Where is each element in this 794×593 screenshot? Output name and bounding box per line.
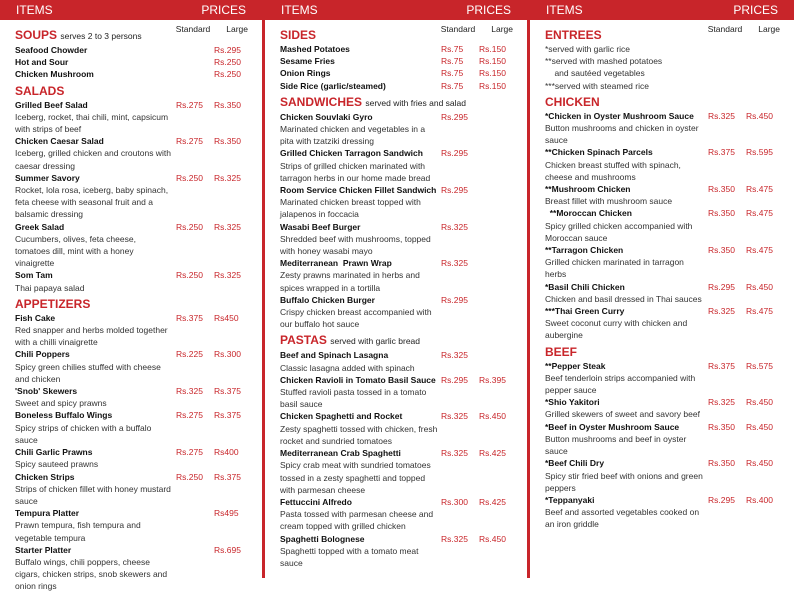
menu-item <box>280 533 517 545</box>
section-name: SOUPS <box>15 28 58 42</box>
section-title <box>545 344 784 360</box>
price-standard: Rs.325 <box>441 350 468 361</box>
item-name: Chili Garlic Prawns <box>15 447 93 458</box>
menu-item <box>545 183 784 195</box>
price-large: Rs.325 <box>214 270 241 281</box>
item-description: Buffalo wings, chili poppers, cheese cigars, chicken strips, snob skewers and onion rings <box>15 556 168 592</box>
item-description: Strips of grilled chicken marinated with tarragon herbs in our home made bread <box>280 160 431 183</box>
item-name: Room Service Chicken Fillet Sandwich <box>280 185 437 196</box>
menu-item <box>15 135 252 147</box>
price-standard: Rs.250 <box>176 172 203 183</box>
price-large: Rs.475 <box>746 245 773 256</box>
price-large: Rs.350 <box>214 136 241 147</box>
item-description: Shredded beef with mushrooms, topped with honey wasabi mayo <box>280 233 431 257</box>
price-standard: Rs.250 <box>176 471 203 482</box>
menu-item <box>280 147 517 159</box>
price-large <box>479 294 517 306</box>
price-large: Rs.150 <box>479 68 506 79</box>
price-large <box>479 111 517 123</box>
price-standard: Rs.225 <box>176 349 203 360</box>
menu-item <box>280 257 517 269</box>
section-name: BEEF <box>545 344 578 359</box>
section-title <box>15 83 252 99</box>
menu-item <box>545 146 784 158</box>
price-large: Rs.695 <box>214 544 241 555</box>
item-name: Chicken Souvlaki Gyro <box>280 111 373 122</box>
item-name: **Mushroom Chicken <box>545 184 631 195</box>
menu-item <box>15 446 252 458</box>
menu-item <box>15 348 252 360</box>
item-name: Fish Cake <box>15 312 56 323</box>
serving-note: and sautéed vegetables <box>545 68 645 79</box>
item-name: *Teppanyaki <box>545 494 595 505</box>
price-standard: Rs.325 <box>708 397 735 408</box>
item-name: *Shio Yakitori <box>545 397 600 408</box>
item-description: Stuffed ravioli pasta tossed in a tomato basil sauce <box>280 387 427 410</box>
item-description: Red snapper and herbs molded together with a chilli vinaigrette <box>15 325 168 348</box>
price-standard: Rs.325 <box>441 533 468 544</box>
menu-item <box>15 44 252 56</box>
item-name: Chicken Caesar Salad <box>15 136 104 147</box>
item-description: Spicy strips of chicken with a buffalo sauce <box>15 422 152 445</box>
price-standard <box>176 44 214 56</box>
price-large: Rs.425 <box>479 448 506 459</box>
price-large: Rs495 <box>214 508 239 519</box>
item-name: *Basil Chili Chicken <box>545 281 625 292</box>
size-labels <box>160 24 248 34</box>
price-standard: Rs.75 <box>441 44 464 54</box>
item-name: Grilled Chicken Tarragon Sandwich <box>280 148 423 159</box>
item-description: Prawn tempura, fish tempura and vegetable tempura <box>15 520 141 543</box>
price-standard: Rs.350 <box>708 184 735 195</box>
price-large: Rs.450 <box>746 281 773 292</box>
menu-item <box>545 457 784 469</box>
price-large: Rs.250 <box>214 57 241 68</box>
large-label: Large <box>491 24 513 34</box>
item-description: Zesty prawns marinated in herbs and spices wrapped in a tortilla <box>280 270 420 293</box>
price-standard <box>176 56 214 68</box>
section-name: CHICKEN <box>545 94 600 109</box>
price-standard: Rs.325 <box>441 448 468 459</box>
item-description: Classic lasagna added with spinach <box>280 362 415 373</box>
price-large: Rs.150 <box>479 80 506 91</box>
item-name: Boneless Buffalo Wings <box>15 410 113 421</box>
price-standard: Rs.275 <box>176 99 203 110</box>
price-large: Rs.450 <box>746 421 773 432</box>
price-standard: Rs.325 <box>708 110 735 121</box>
item-description: Sweet and spicy prawns <box>15 398 107 409</box>
price-standard: Rs.350 <box>708 421 735 432</box>
item-description: Zesty spaghetti tossed with chicken, fresh rocket and sundried tomatoes <box>280 423 438 446</box>
menu-item <box>280 55 517 67</box>
item-name: Mediterranean Prawn Wrap <box>280 258 392 269</box>
price-standard: Rs.75 <box>441 56 464 67</box>
item-name: Chicken Strips <box>15 471 75 482</box>
menu-item <box>545 494 784 506</box>
item-description: Thai papaya salad <box>15 282 85 293</box>
item-description: Beef and assorted vegetables cooked on an iron griddle <box>545 507 700 530</box>
item-name: Beef and Spinach Lasagna <box>280 350 389 361</box>
menu-item <box>15 68 252 80</box>
price-large <box>479 184 517 196</box>
price-large: Rs.300 <box>214 349 241 360</box>
item-name: Sesame Fries <box>280 56 335 67</box>
item-description: Beef tenderloin strips accompanied with pepper sauce <box>545 372 696 396</box>
section-name: APPETIZERS <box>15 296 91 311</box>
price-large: Rs.350 <box>214 99 241 110</box>
menu-item <box>545 281 784 293</box>
size-labels <box>425 24 513 34</box>
price-standard: Rs.325 <box>176 386 203 397</box>
menu-item <box>15 269 252 281</box>
serving-note: ***served with steamed rice <box>545 80 649 91</box>
menu-item <box>15 544 252 556</box>
serving-note: **served with mashed potatoes <box>545 56 663 67</box>
item-name: Grilled Beef Salad <box>15 99 88 110</box>
item-name: **Pepper Steak <box>545 360 606 371</box>
items-heading: ITEMS <box>16 3 53 17</box>
menu-item <box>545 396 784 408</box>
item-name: *Chicken in Oyster Mushroom Sauce <box>545 110 694 121</box>
price-standard: Rs.325 <box>441 411 468 422</box>
item-name: **Moroccan Chicken <box>545 208 632 219</box>
item-description: Cucumbers, olives, feta cheese, tomatoes dill, mint with a honey vinaigrette <box>15 233 136 269</box>
price-standard: Rs.275 <box>176 447 203 458</box>
header-bar <box>265 0 527 20</box>
item-name: Seafood Chowder <box>15 45 88 55</box>
column-body <box>265 20 527 569</box>
price-large: Rs.450 <box>746 397 773 408</box>
item-name: *Beef Chili Dry <box>545 458 605 469</box>
prices-heading: PRICES <box>201 3 246 17</box>
price-standard: Rs.295 <box>441 374 468 385</box>
item-name: Spaghetti Bolognese <box>280 533 365 544</box>
item-description: Chicken breast stuffed with spinach, cheese and mushrooms <box>545 159 681 182</box>
menu-column-1 <box>0 0 262 592</box>
item-name: Tempura Platter <box>15 508 80 519</box>
price-standard: Rs.75 <box>441 80 464 91</box>
section-name: SANDWICHES <box>280 94 363 109</box>
section-name: SIDES <box>280 28 317 42</box>
price-large: Rs400 <box>214 447 239 458</box>
price-standard: Rs.375 <box>176 312 203 323</box>
section-name: PASTAS <box>280 333 327 348</box>
price-large: Rs.150 <box>479 56 506 67</box>
price-standard: Rs.275 <box>176 136 203 147</box>
price-large: Rs.595 <box>746 147 773 158</box>
section-title <box>15 296 252 312</box>
item-name: Starter Platter <box>15 544 72 555</box>
price-large: Rs.425 <box>479 496 506 507</box>
menu-item <box>15 471 252 483</box>
item-description: Crispy chicken breast accompanied with our buffalo hot sauce <box>280 307 432 330</box>
items-heading: ITEMS <box>281 3 318 17</box>
item-name: Chicken Mushroom <box>15 69 94 80</box>
price-large: Rs.450 <box>479 411 506 422</box>
price-large: Rs.575 <box>746 360 773 371</box>
price-large: Rs.295 <box>214 45 241 55</box>
item-name: Hot and Sour <box>15 57 69 68</box>
item-name: Onion Rings <box>280 68 331 79</box>
price-standard: Rs.325 <box>441 221 468 232</box>
item-description: Grilled skewers of sweet and savory beef <box>545 409 700 420</box>
price-standard: Rs.295 <box>441 294 468 305</box>
price-large <box>479 147 517 159</box>
item-name: Chicken Spaghetti and Rocket <box>280 411 403 422</box>
header-bar <box>0 0 262 20</box>
item-description: Spicy stir fried beef with onions and green peppers <box>545 470 703 493</box>
item-name: Mediterranean Crab Spaghetti <box>280 448 401 459</box>
item-description: Chicken and basil dressed in Thai sauces <box>545 293 702 304</box>
item-name: **Tarragon Chicken <box>545 245 624 256</box>
price-standard: Rs.350 <box>708 245 735 256</box>
item-description: Iceberg, grilled chicken and croutons with caesar dressing <box>15 148 171 171</box>
item-name: Side Rice (garlic/steamed) <box>280 80 386 91</box>
item-description: Button mushrooms and chicken in oyster sauce <box>545 123 699 146</box>
item-name: Greek Salad <box>15 221 65 232</box>
price-standard: Rs.75 <box>441 68 464 79</box>
price-large: Rs.250 <box>214 69 241 80</box>
menu-item <box>15 172 252 184</box>
item-name: Buffalo Chicken Burger <box>280 294 375 305</box>
section-name: SALADS <box>15 83 65 98</box>
price-large <box>479 221 517 233</box>
item-name: Som Tam <box>15 270 53 281</box>
item-description: Iceberg, rocket, thai chili, mint, capsicum with strips of beef <box>15 111 169 135</box>
items-heading: ITEMS <box>546 3 583 17</box>
menu-item <box>15 99 252 111</box>
menu-item <box>280 374 517 386</box>
menu-item <box>280 43 517 55</box>
large-label: Large <box>226 24 248 34</box>
price-large: Rs.450 <box>746 458 773 469</box>
standard-label: Standard <box>707 24 743 34</box>
menu-item <box>545 110 784 122</box>
menu-item <box>545 207 784 219</box>
price-standard: Rs.295 <box>708 494 735 505</box>
menu-item <box>15 409 252 421</box>
price-large: Rs.475 <box>746 208 773 219</box>
item-description: Grilled chicken marinated in tarragon herbs <box>545 257 684 280</box>
menu-item <box>280 294 517 306</box>
price-large: Rs450 <box>214 312 239 323</box>
price-standard: Rs.300 <box>441 496 468 507</box>
menu-item <box>15 221 252 233</box>
section-note: served with garlic bread <box>330 336 421 347</box>
price-standard: Rs.295 <box>441 148 468 159</box>
item-name: Chicken Ravioli in Tomato Basil Sauce <box>280 374 436 385</box>
item-description: Marinated chicken and vegetables in a pita with tzatziki dressing <box>280 124 426 147</box>
item-description: Spaghetti topped with a tomato meat sauce <box>280 545 419 568</box>
menu-item <box>280 496 517 508</box>
item-description: Sweet coconut curry with chicken and aubergine <box>545 318 688 341</box>
price-standard: Rs.350 <box>708 208 735 219</box>
price-standard: Rs.375 <box>708 360 735 371</box>
column-body <box>0 20 262 593</box>
item-name: 'Snob' Skewers <box>15 386 78 397</box>
price-standard <box>176 68 214 80</box>
item-name: ***Thai Green Curry <box>545 306 625 317</box>
menu-column-3 <box>530 0 794 578</box>
item-description: Strips of chicken fillet with honey mustard sauce <box>15 483 171 506</box>
menu-item <box>280 410 517 422</box>
price-standard: Rs.375 <box>708 147 735 158</box>
price-large <box>479 349 517 361</box>
price-large: Rs.150 <box>479 44 506 54</box>
item-description: Pasta tossed with parmesan cheese and cream topped with grilled chicken <box>280 509 434 532</box>
price-large: Rs.395 <box>479 374 506 385</box>
price-standard: Rs.275 <box>176 410 203 421</box>
serving-note: *served with garlic rice <box>545 44 631 54</box>
menu-item <box>280 184 517 196</box>
menu-item <box>280 67 517 79</box>
section-note: serves 2 to 3 persons <box>60 31 142 41</box>
prices-heading: PRICES <box>733 3 778 17</box>
item-description: Marinated chicken breast topped with jalapenos in foccacia <box>280 197 421 220</box>
item-description: Rocket, lola rosa, iceberg, baby spinach, feta cheese with seasonal fruit and a balsamic dressing <box>15 185 169 220</box>
menu-item <box>15 507 252 519</box>
prices-heading: PRICES <box>466 3 511 17</box>
standard-label: Standard <box>440 24 476 34</box>
price-standard <box>176 544 214 556</box>
section-title <box>280 332 517 349</box>
price-standard: Rs.295 <box>708 281 735 292</box>
standard-label: Standard <box>175 24 211 34</box>
price-standard: Rs.295 <box>441 185 468 196</box>
price-standard: Rs.325 <box>441 258 468 269</box>
menu-item <box>280 111 517 123</box>
item-description: Spicy crab meat with sundried tomatoes tossed in a zesty spaghetti and topped with parmesan cheese <box>280 460 431 495</box>
menu-item <box>15 385 252 397</box>
menu-item <box>280 221 517 233</box>
item-description: Spicy sauteed prawns <box>15 459 99 470</box>
item-name: **Chicken Spinach Parcels <box>545 147 653 158</box>
price-large: Rs.475 <box>746 184 773 195</box>
item-description: Breast fillet with mushroom sauce <box>545 196 673 207</box>
price-standard: Rs.325 <box>708 306 735 317</box>
price-large: Rs.450 <box>746 110 773 121</box>
price-large: Rs.375 <box>214 471 241 482</box>
menu-item <box>280 349 517 361</box>
price-large: Rs.325 <box>214 221 241 232</box>
large-label: Large <box>758 24 780 34</box>
price-large: Rs.325 <box>214 172 241 183</box>
price-standard: Rs.295 <box>441 111 468 122</box>
menu-item <box>280 447 517 459</box>
price-large <box>479 257 517 269</box>
column-body <box>530 20 794 531</box>
menu-item <box>280 80 517 92</box>
item-name: Wasabi Beef Burger <box>280 221 361 232</box>
price-large: Rs.400 <box>746 494 773 505</box>
item-description: Button mushrooms and beef in oyster sauce <box>545 433 687 457</box>
menu-item <box>545 421 784 433</box>
item-description: Spicy green chilies stuffed with cheese and chicken <box>15 361 161 384</box>
item-name: Mashed Potatoes <box>280 44 350 54</box>
price-large: Rs.375 <box>214 386 241 397</box>
section-title <box>545 94 784 110</box>
menu-item <box>15 56 252 68</box>
menu-column-2 <box>265 0 527 578</box>
menu-item <box>545 305 784 317</box>
price-standard: Rs.250 <box>176 221 203 232</box>
section-title <box>280 94 517 111</box>
item-name: Chili Poppers <box>15 349 70 360</box>
price-standard <box>176 507 214 519</box>
section-note: served with fries and salad <box>365 97 466 108</box>
price-standard: Rs.350 <box>708 458 735 469</box>
menu-item <box>15 312 252 324</box>
size-labels <box>692 24 780 34</box>
header-bar <box>530 0 794 20</box>
item-name: *Beef in Oyster Mushroom Sauce <box>545 421 680 432</box>
item-name: Fettuccini Alfredo <box>280 496 352 507</box>
section-name: ENTREES <box>545 28 602 42</box>
price-standard: Rs.250 <box>176 270 203 281</box>
item-name: Summer Savory <box>15 172 80 183</box>
price-large: Rs.375 <box>214 410 241 421</box>
price-large: Rs.450 <box>479 533 506 544</box>
price-large: Rs.475 <box>746 306 773 317</box>
item-description: Spicy grilled chicken accompanied with Moroccan sauce <box>545 220 693 243</box>
menu-item <box>545 360 784 372</box>
menu-item <box>545 244 784 256</box>
